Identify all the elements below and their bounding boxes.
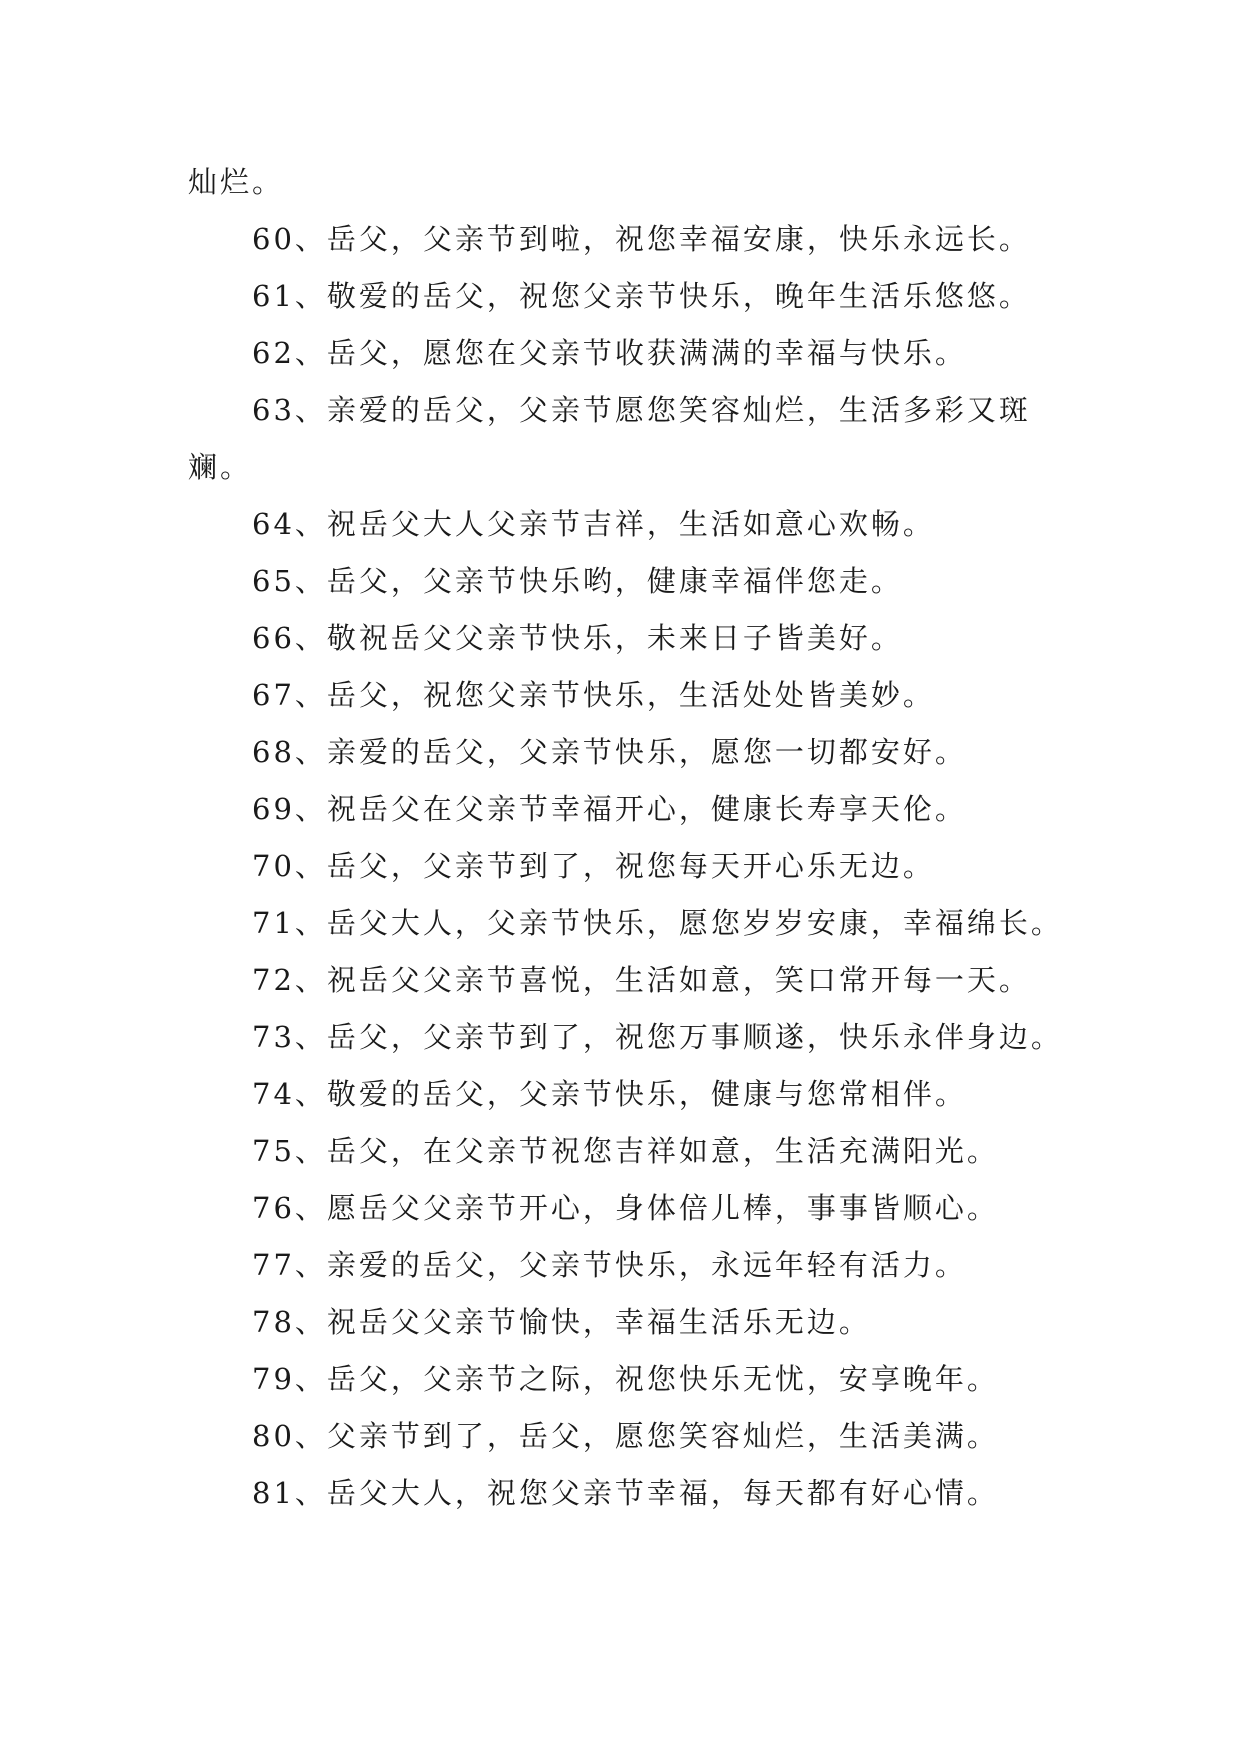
list-item: 70、岳父，父亲节到了，祝您每天开心乐无边。: [252, 849, 935, 883]
list-item: 77、亲爱的岳父，父亲节快乐，永远年轻有活力。: [252, 1248, 967, 1282]
list-item: 66、敬祝岳父父亲节快乐，未来日子皆美好。: [252, 621, 903, 655]
list-item: 67、岳父，祝您父亲节快乐，生活处处皆美妙。: [252, 678, 935, 712]
list-item: 76、愿岳父父亲节开心，身体倍儿棒，事事皆顺心。: [252, 1191, 999, 1225]
list-item: 68、亲爱的岳父，父亲节快乐，愿您一切都安好。: [252, 735, 967, 769]
continuation-line: 斓。: [188, 450, 253, 484]
list-item: 79、岳父，父亲节之际，祝您快乐无忧，安享晚年。: [252, 1362, 999, 1396]
list-item: 75、岳父，在父亲节祝您吉祥如意，生活充满阳光。: [252, 1134, 999, 1168]
list-item: 61、敬爱的岳父，祝您父亲节快乐，晚年生活乐悠悠。: [252, 279, 1031, 313]
list-item: 71、岳父大人，父亲节快乐，愿您岁岁安康，幸福绵长。: [252, 906, 1063, 940]
list-item: 78、祝岳父父亲节愉快，幸福生活乐无边。: [252, 1305, 871, 1339]
list-item: 81、岳父大人，祝您父亲节幸福，每天都有好心情。: [252, 1476, 999, 1510]
list-item: 73、岳父，父亲节到了，祝您万事顺遂，快乐永伴身边。: [252, 1020, 1063, 1054]
list-item: 65、岳父，父亲节快乐哟，健康幸福伴您走。: [252, 564, 903, 598]
list-item: 64、祝岳父大人父亲节吉祥，生活如意心欢畅。: [252, 507, 935, 541]
list-item: 80、父亲节到了，岳父，愿您笑容灿烂，生活美满。: [252, 1419, 999, 1453]
list-item: 60、岳父，父亲节到啦，祝您幸福安康，快乐永远长。: [252, 222, 1031, 256]
continuation-line: 灿烂。: [188, 165, 285, 199]
list-item: 74、敬爱的岳父，父亲节快乐，健康与您常相伴。: [252, 1077, 967, 1111]
list-item: 62、岳父，愿您在父亲节收获满满的幸福与快乐。: [252, 336, 967, 370]
list-item: 63、亲爱的岳父，父亲节愿您笑容灿烂，生活多彩又斑: [252, 393, 1031, 427]
list-item: 72、祝岳父父亲节喜悦，生活如意，笑口常开每一天。: [252, 963, 1031, 997]
list-item: 69、祝岳父在父亲节幸福开心，健康长寿享天伦。: [252, 792, 967, 826]
